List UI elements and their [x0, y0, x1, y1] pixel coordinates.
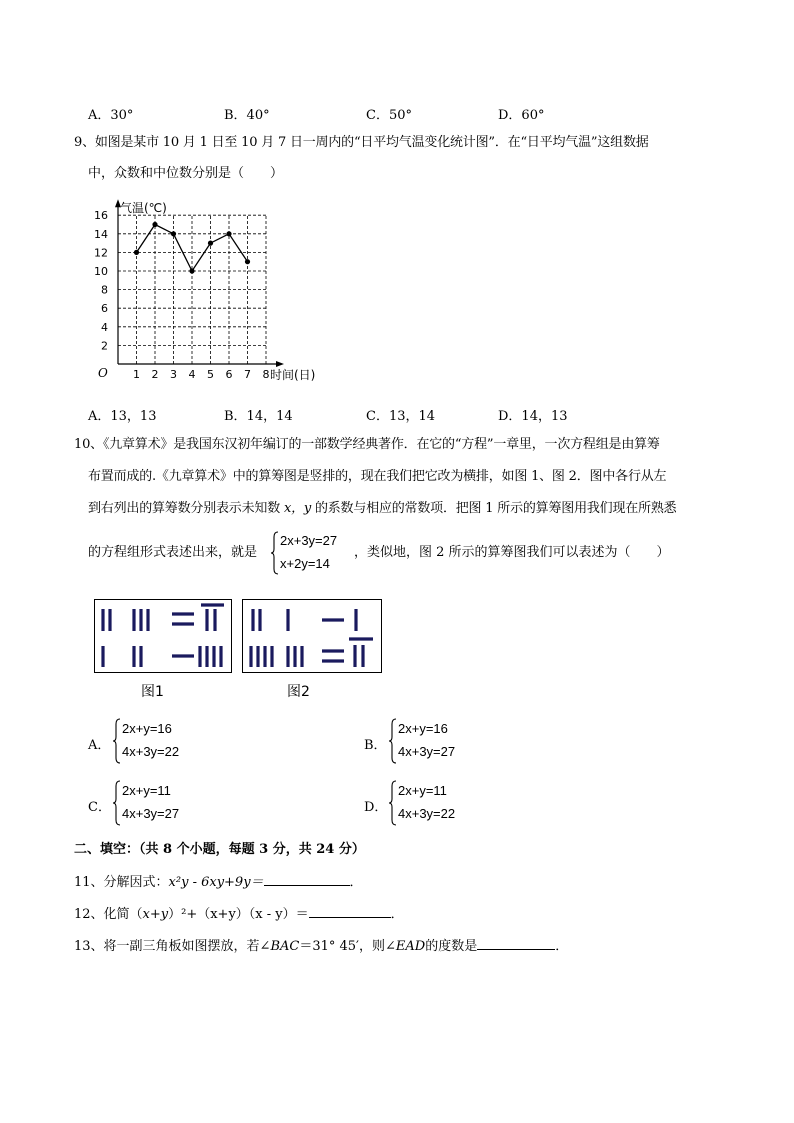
q12-middle: ）²+（x+y）（x - y）＝ — [168, 907, 309, 922]
x-tick-label: 3 — [170, 368, 177, 381]
q10-option-c-letter: C． — [88, 800, 111, 815]
q10-option-b — [364, 718, 564, 764]
q8-option-d: D．60° — [498, 108, 545, 123]
q10-line3-end: 的系数与相应的常数项．把图 1 所示的算筹图用我们现在所熟悉 — [311, 501, 677, 516]
data-point — [171, 231, 176, 236]
q10-option-b-letter: B． — [364, 738, 387, 753]
y-tick-label: 16 — [94, 209, 108, 223]
data-point — [208, 241, 213, 246]
q10-option-a-letter: A． — [88, 738, 111, 753]
x-tick-label: 2 — [151, 368, 159, 381]
q13-middle: ＝31° 45′，则∠ — [299, 939, 396, 954]
q11 — [74, 873, 363, 891]
x-tick-label: 8 — [262, 368, 270, 381]
x-tick-label: 5 — [207, 368, 214, 381]
q13-angle-bac: BAC — [270, 939, 300, 954]
q8-option-a: A．30° — [88, 108, 134, 123]
q9-option-d: D．14，13 — [498, 409, 568, 424]
data-point — [245, 259, 250, 264]
q10-option-d — [364, 780, 564, 826]
q10-option-a-eq-1: 2x+y=16 — [122, 721, 172, 736]
q10-line3-start: 到右列出的算筹数分别表示未知数 — [88, 501, 284, 516]
figure-1-caption: 图1 — [141, 684, 164, 700]
q9-option-a: A．13，13 — [88, 409, 157, 424]
q10-option-c — [88, 780, 288, 826]
q10-option-d-eq-1: 2x+y=11 — [398, 783, 447, 798]
q9-option-b: B．14，14 — [224, 409, 293, 424]
q10-option-a — [88, 718, 288, 764]
q10-option-b-eq-2: 4x+3y=27 — [398, 744, 456, 759]
data-point — [134, 250, 139, 255]
y-tick-label: 12 — [94, 246, 108, 260]
q11-expression: x²y - 6xy+9y＝ — [168, 875, 264, 890]
data-point — [189, 268, 194, 273]
brace-icon — [112, 718, 121, 764]
q12-prefix: 12、化简（ — [74, 907, 143, 922]
q12-suffix: ． — [390, 907, 404, 922]
q12-answer-blank[interactable] — [309, 905, 391, 918]
q11-answer-blank[interactable] — [264, 873, 350, 886]
q10-text-line4 — [88, 545, 257, 561]
brace-icon — [388, 718, 397, 764]
example-eq-1: 2x+3y=27 — [280, 533, 338, 548]
temperature-line-chart — [90, 198, 330, 388]
figure-2-caption: 图2 — [287, 684, 310, 700]
q9-option-c: C．13，14 — [366, 409, 436, 424]
q10-text-line2: 布置而成的.《九章算术》中的算筹图是竖排的，现在我们把它改为横排，如图 1、图 2．图中各行从左 — [88, 469, 667, 484]
y-tick-label: 6 — [101, 302, 108, 316]
brace-icon — [270, 531, 279, 575]
x-tick-label: 4 — [188, 368, 196, 381]
section-2-heading: 二、填空：（共 8 个小题，每题 3 分，共 24 分） — [74, 842, 365, 857]
q8-option-b: B．40° — [224, 108, 270, 123]
y-tick-label: 2 — [101, 339, 108, 353]
figure-1-counting-rods — [94, 599, 232, 673]
x-tick-label: 7 — [244, 368, 251, 381]
brace-icon — [112, 780, 121, 826]
x-tick-label: 1 — [133, 368, 140, 381]
q13-suffix: 的度数是 — [425, 939, 478, 954]
chart-axes — [115, 199, 284, 367]
q10-text-line1: 10、《九章算术》是我国东汉初年编订的一部数学经典著作．在它的“方程”一章里，一次方程组是由算筹 — [74, 437, 660, 452]
figure-2-counting-rods — [242, 599, 382, 673]
q10-option-c-eq-1: 2x+y=11 — [122, 783, 171, 798]
q13-prefix: 13、将一副三角板如图摆放，若∠ — [74, 939, 271, 954]
y-tick-label: 10 — [94, 265, 108, 278]
chart-origin-label: O — [98, 366, 108, 380]
data-point — [152, 222, 157, 227]
chart-x-axis-label: 时间(日) — [270, 368, 316, 382]
q10-option-d-system — [388, 780, 498, 826]
q10-option-c-system — [112, 780, 222, 826]
q10-option-d-eq-2: 4x+3y=22 — [398, 806, 456, 821]
q13-end: ． — [555, 939, 569, 954]
chart-y-axis-label: 气温(℃) — [120, 201, 167, 216]
q10-variables: x，y — [283, 501, 312, 516]
q12 — [74, 905, 404, 923]
q10-option-b-system — [388, 718, 498, 764]
chart-tick-labels — [94, 209, 270, 381]
q10-text-line4-end: ，类似地，图 2 所示的算筹图我们可以表述为（ ） — [354, 545, 670, 560]
y-tick-label: 4 — [101, 320, 108, 334]
q10-option-b-eq-1: 2x+y=16 — [398, 721, 448, 736]
y-tick-label: 14 — [94, 227, 108, 241]
q13-answer-blank[interactable] — [477, 937, 555, 950]
data-point — [226, 231, 231, 236]
q10-text-line3 — [88, 501, 676, 517]
q8-option-c: C．50° — [366, 108, 412, 123]
q13-angle-ead: EAD — [395, 939, 426, 954]
q10-line4-start: 的方程组形式表述出来，就是 — [88, 545, 258, 560]
q10-option-a-eq-2: 4x+3y=22 — [122, 744, 180, 759]
y-tick-label: 8 — [101, 283, 108, 297]
example-eq-2: x+2y=14 — [280, 556, 330, 571]
q9-text-line2: 中，众数和中位数分别是（ ） — [88, 166, 284, 181]
x-tick-label: 6 — [225, 368, 233, 381]
q10-option-a-system — [112, 718, 222, 764]
q9-text-line1: 9、如图是某市 10 月 1 日至 10 月 7 日一周内的“日平均气温变化统计图”．在“日平均气温”这组数据 — [74, 135, 649, 150]
chart-grid — [118, 215, 266, 364]
brace-icon — [388, 780, 397, 826]
q11-suffix: ． — [349, 875, 363, 890]
q13 — [74, 937, 568, 955]
q10-option-c-eq-2: 4x+3y=27 — [122, 806, 180, 821]
q11-prefix: 11、分解因式： — [74, 875, 169, 890]
q12-expression: x+y — [142, 907, 169, 922]
q10-example-system — [270, 531, 360, 575]
q10-option-d-letter: D． — [364, 800, 388, 815]
x-axis-arrow — [276, 361, 284, 367]
